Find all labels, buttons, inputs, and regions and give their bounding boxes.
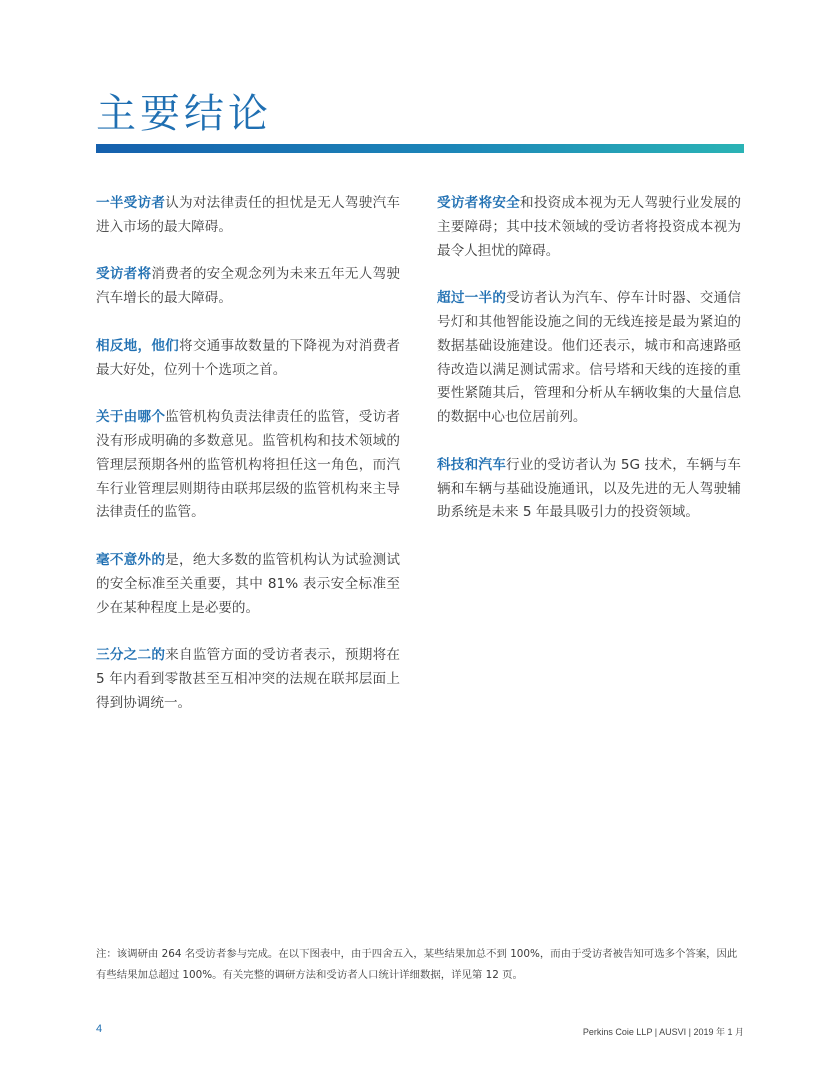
finding-text: 认为对法律责任的担忧是无人驾驶汽车进入市场的最大障碍。 [96, 195, 401, 235]
finding-paragraph [96, 263, 400, 311]
finding-paragraph [96, 406, 400, 525]
finding-paragraph [96, 549, 400, 620]
finding-text: 消费者的安全观念列为未来五年无人驾驶汽车增长的最大障碍。 [96, 266, 401, 307]
finding-paragraph [96, 192, 400, 240]
finding-highlight: 关于由哪个 [96, 409, 166, 426]
finding-highlight: 超过一半的 [437, 290, 507, 307]
finding-text: 监管机构负责法律责任的监管，受访者没有形成明确的多数意见。监管机构和技术领域的管理层预期各州的监管机构将担任这一角色，而汽车行业管理层则期待由联邦层级的监管机构来主导法律责任的监管。 [96, 409, 401, 521]
finding-paragraph [96, 644, 400, 715]
finding-text: 行业的受访者认为 5G 技术，车辆与车辆和车辆与基础设施通讯，以及先进的无人驾驶辅助系统是未来 5 年最具吸引力的投资领域。 [437, 456, 742, 521]
finding-highlight: 毫不意外的 [96, 551, 166, 568]
finding-paragraph [96, 335, 400, 383]
finding-highlight: 科技和汽车 [437, 456, 506, 473]
finding-paragraph [437, 192, 741, 263]
finding-highlight: 三分之二的 [96, 647, 166, 664]
finding-highlight: 受访者将安全 [437, 195, 520, 211]
footer-meta: Perkins Coie LLP | AUSVI | 2019 年 1 月 [582, 1027, 744, 1037]
page-number: 4 [96, 1023, 103, 1035]
title-rule [96, 144, 744, 153]
finding-text: 和投资成本视为无人驾驶行业发展的主要障碍；其中技术领域的受访者将投资成本视为最令人担忧的障碍。 [437, 195, 742, 259]
finding-highlight: 受访者将 [96, 266, 152, 283]
finding-text: 是，绝大多数的监管机构认为试验测试的安全标准至关重要，其中 81% 表示安全标准至少在某种程度上是必要的。 [96, 551, 401, 616]
finding-text: 将交通事故数量的下降视为对消费者最大好处，位列十个选项之首。 [96, 337, 401, 378]
footnote: 注：该调研由 264 名受访者参与完成。在以下图表中，由于四舍五入，某些结果加总不到 100%，而由于受访者被告知可选多个答案，因此有些结果加总超过 100%。有关完整的调研方法和受访者人口统计详细数据，详见第 12 页。 [96, 948, 738, 981]
page-title: 主要结论 [96, 91, 272, 137]
right-column [437, 192, 741, 549]
finding-text: 受访者认为汽车、停车计时器、交通信号灯和其他智能设施之间的无线连接是最为紧迫的数据基础设施建设。他们还表示，城市和高速路亟待改造以满足测试需求。信号塔和天线的连接的重要性紧随其后，管理和分析从车辆收集的大量信息的数据中心也位居前列。 [437, 290, 742, 426]
finding-highlight: 相反地，他们 [96, 337, 179, 354]
finding-text: 来自监管方面的受访者表示，预期将在 5 年内看到零散甚至互相冲突的法规在联邦层面上得到协调统一。 [96, 647, 401, 711]
finding-paragraph [437, 287, 741, 430]
finding-paragraph [437, 454, 741, 525]
finding-highlight: 一半受访者 [96, 195, 166, 211]
left-column [96, 192, 400, 739]
